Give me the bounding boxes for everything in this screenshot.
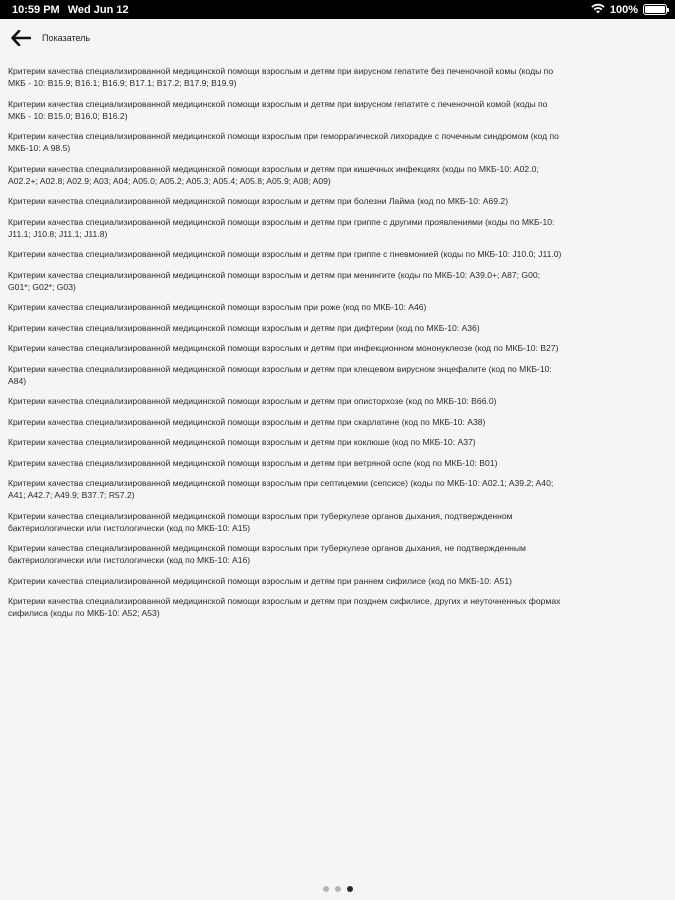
list-item[interactable]: Критерии качества специализированной медицинской помощи взрослым и детям при скарлатине (код по МКБ-10: A38) (8, 416, 486, 427)
list-item[interactable]: Критерии качества специализированной медицинской помощи взрослым при септицемии (сепсисе) (коды по МКБ-10: A02.1; A39.2; A40; A41; A42.7; A49.9; B37.7; R57.2) (8, 478, 554, 500)
status-bar (0, 0, 675, 19)
page-indicator (0, 886, 675, 892)
page-dot[interactable] (323, 886, 329, 892)
list-item[interactable]: Критерии качества специализированной медицинской помощи взрослым при туберкулезе органов дыхания, подтвержденном бактериологически или гистологически (код по МКБ-10: A15) (8, 510, 513, 533)
status-date: Wed Jun 12 (67, 3, 129, 16)
battery-percent: 100% (609, 3, 638, 16)
list-item[interactable]: Критерии качества специализированной медицинской помощи взрослым и детям при вирусном гепатите с печеночной комой (коды по МКБ - 10: B15.0; B16.0; B16.2) (8, 98, 548, 121)
list-item[interactable]: Критерии качества специализированной медицинской помощи взрослым и детям при позднем сифилисе, других и неуточненных формах сифилиса (коды по МКБ-10: A52; A53) (8, 596, 561, 618)
criteria-list (0, 56, 675, 628)
list-item[interactable]: Критерии качества специализированной медицинской помощи взрослым и детям при гриппе с другими проявлениями (коды по МКБ-10: J11.1; J10.8; J11.1; J11.8) (8, 216, 555, 239)
list-item[interactable]: Критерии качества специализированной медицинской помощи взрослым и детям при коклюше (код по МКБ-10: A37) (8, 437, 476, 447)
status-left (12, 4, 129, 16)
list-item[interactable]: Критерии качества специализированной медицинской помощи взрослым и детям при ветряной оспе (код по МКБ-10: B01) (8, 457, 498, 468)
list-item[interactable]: Критерии качества специализированной медицинской помощи взрослым при роже (код по МКБ-10: A46) (8, 302, 427, 312)
page-title: Показатель (42, 32, 91, 43)
list-item[interactable]: Критерии качества специализированной медицинской помощи взрослым при туберкулезе органов дыхания, не подтвержденным бактериологически или гистологически (код по МКБ-10: A16) (8, 543, 526, 565)
battery-fill (645, 6, 665, 13)
list-item[interactable]: Критерии качества специализированной медицинской помощи взрослым и детям при гриппе с пневмонией (коды по МКБ-10: J10.0; J11.0) (8, 249, 562, 259)
list-item[interactable]: Критерии качества специализированной медицинской помощи взрослым и детям при дифтерии (код по МКБ-10: A36) (8, 322, 480, 333)
navigation-bar (0, 19, 675, 56)
page-dot[interactable] (347, 886, 353, 892)
list-item[interactable]: Критерии качества специализированной медицинской помощи взрослым и детям при менингите (коды по МКБ-10: A39.0+; A87; G00; G01*; G02*; G03) (8, 269, 541, 292)
list-item[interactable]: Критерии качества специализированной медицинской помощи взрослым при геморрагической лихорадке с почечным синдромом (код по МКБ-10: A 98.5) (8, 131, 559, 153)
list-item[interactable]: Критерии качества специализированной медицинской помощи взрослым и детям при кишечных инфекциях (коды по МКБ-10: A02.0; A02.2+; A02.8; A02.9; A03; A04; A05.0; A05.2; A05.3; A05.4; A05.8; A05.9; A08; A09) (8, 163, 539, 186)
list-item[interactable]: Критерии качества специализированной медицинской помощи взрослым и детям при описторхозе (код по МКБ-10: B66.0) (8, 396, 497, 406)
list-item[interactable]: Критерии качества специализированной медицинской помощи взрослым и детям при вирусном гепатите без печеночной комы (коды по МКБ - 10: B15.9; B16.1; B16.9; B17.1; B17.2; B17.9; B19.9) (8, 66, 554, 88)
battery-icon (643, 4, 667, 15)
status-right (591, 3, 667, 17)
list-item[interactable]: Критерии качества специализированной медицинской помощи взрослым и детям при клещевом вирусном энцефалите (код по МКБ-10: A84) (8, 363, 552, 386)
list-item[interactable]: Критерии качества специализированной медицинской помощи взрослым и детям при инфекционном мононуклеозе (код по МКБ-10: B27) (8, 343, 559, 353)
page-dot[interactable] (335, 886, 341, 892)
list-item[interactable]: Критерии качества специализированной медицинской помощи взрослым и детям при раннем сифилисе (код по МКБ-10: A51) (8, 575, 512, 586)
wifi-icon (591, 3, 605, 17)
list-item[interactable]: Критерии качества специализированной медицинской помощи взрослым и детям при болезни Лайма (код по МКБ-10: A69.2) (8, 196, 509, 206)
back-button[interactable] (8, 25, 34, 51)
arrow-left-icon (11, 30, 31, 46)
status-time: 10:59 PM (12, 3, 60, 16)
